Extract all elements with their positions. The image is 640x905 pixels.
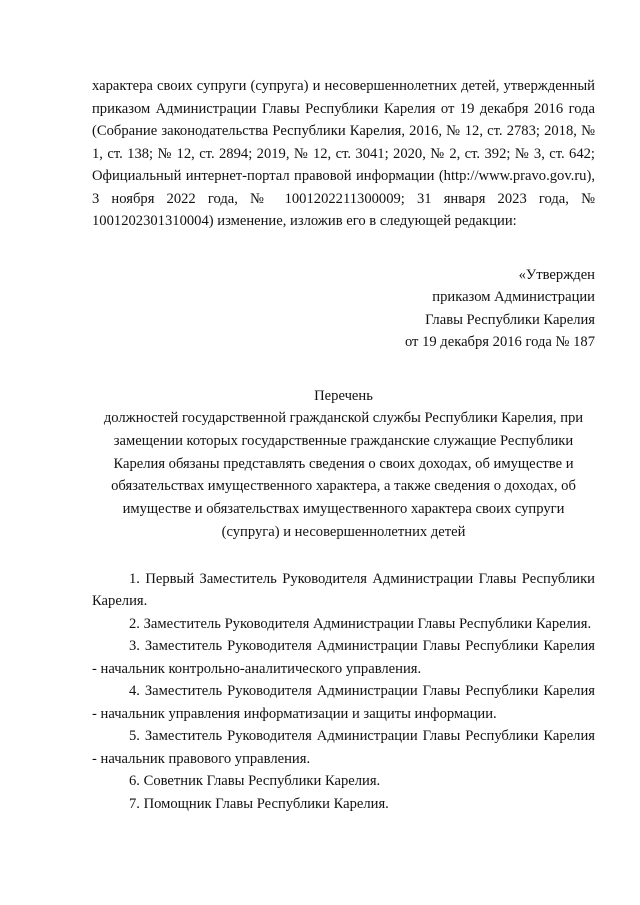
list-item: 3. Заместитель Руководителя Администрации Главы Республики Карелия - начальник контрольно-аналитического управления. xyxy=(92,638,595,677)
list-item: 5. Заместитель Руководителя Администрации Главы Республики Карелия - начальник правового управления. xyxy=(92,728,595,767)
list-item: 2. Заместитель Руководителя Администрации Главы Республики Карелия. xyxy=(129,615,592,632)
approval-stamp xyxy=(92,264,595,354)
list-item: 4. Заместитель Руководителя Администрации Главы Республики Карелия - начальник управления информатизации и защиты информации. xyxy=(92,683,595,722)
approval-line: приказом Администрации xyxy=(432,289,595,305)
list-item: 1. Первый Заместитель Руководителя Администрации Главы Республики Карелия. xyxy=(92,570,595,610)
list-item: 7. Помощник Главы Республики Карелия. xyxy=(129,795,389,812)
approval-line: Главы Республики Карелия xyxy=(425,311,595,328)
approval-line: «Утвержден xyxy=(518,266,595,283)
positions-list xyxy=(92,568,595,816)
document-page xyxy=(92,75,595,815)
list-heading xyxy=(92,385,595,544)
list-item: 6. Советник Главы Республики Карелия. xyxy=(129,773,381,790)
heading-title: Перечень xyxy=(314,387,373,404)
heading-body: должностей государственной гражданской службы Республики Карелия, при замещении которых государственные гражданские служащие Республики Карелия обязаны представлять сведения о своих доходах, об имуществе и обязательствах имущественного характера, а также сведения о доходах, об имуществе и обязательствах имущественного характера своих супруги (супруга) и несовершеннолетних детей xyxy=(103,410,584,540)
intro-paragraph: характера своих супруги (супруга) и несовершеннолетних детей, утвержденный приказом Администрации Главы Республики Карелия от 19 декабря 2016 года (Собрание законодательства Республики Карелия, 2016, № 12, ст. 2783; 2018, № 1, ст. 138; № 12, ст. 2894; 2019, № 12, ст. 3041; 2020, № 2, ст. 392; № 3, ст. 642; Официальный интернет-портал правовой информации (http://www.pravo.gov.ru), 3 ноября 2022 года, № 1001202211300009; 31 января 2023 года, № 1001202301310004) изменение, изложив его в следующей редакции: xyxy=(92,78,595,229)
approval-line: от 19 декабря 2016 года № 187 xyxy=(404,334,595,350)
